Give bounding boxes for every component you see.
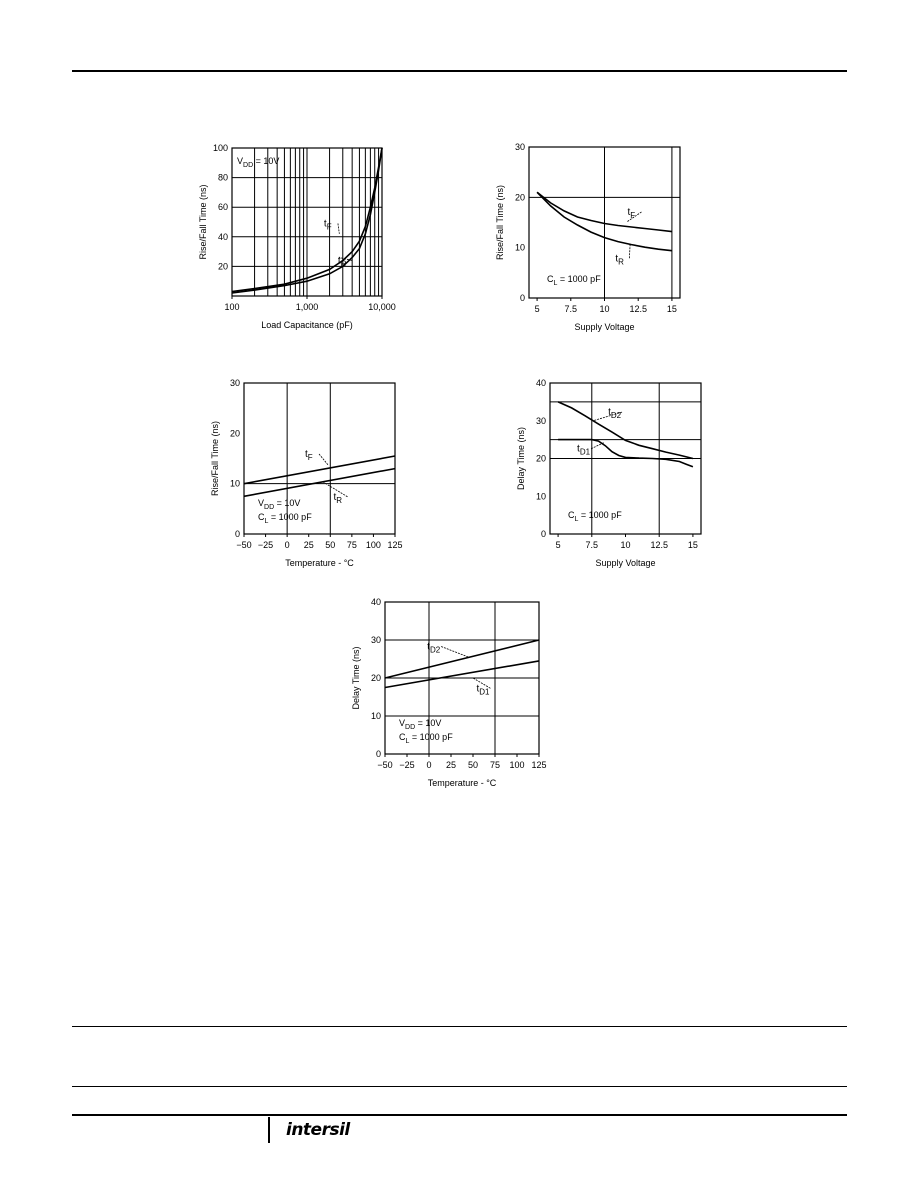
- condition-annotation: $C_L = 1000$ pF: [547, 274, 601, 287]
- series-line-tf: [244, 456, 395, 484]
- footer-rule-bottom: [72, 1114, 847, 1116]
- series-label-tr: $t_R$: [333, 491, 343, 505]
- condition-annotation: $C_L = 1000$ pF: [258, 512, 312, 525]
- y-tick-label: 20: [217, 261, 228, 272]
- x-tick-label: 12.5: [629, 304, 647, 314]
- condition-annotation: $V_{DD} = 10V$: [237, 156, 280, 169]
- x-tick-label: 25: [445, 760, 457, 770]
- x-axis-label: Temperature - °C: [427, 778, 497, 788]
- condition-annotation: $C_L = 1000$ pF: [568, 510, 622, 523]
- x-tick-label: 15: [666, 304, 677, 314]
- series-line-td2: [385, 640, 539, 678]
- series-pointer-td1: [591, 443, 604, 449]
- x-tick-label: 12.5: [650, 540, 668, 550]
- y-tick-label: 40: [217, 231, 228, 242]
- x-tick-label: 25: [303, 540, 314, 550]
- chart-delay-vs-supply-voltage: [510, 375, 740, 575]
- series-label-td2: $t_{D2}$: [427, 641, 441, 655]
- x-tick-label: 100: [224, 302, 240, 312]
- x-axis-label: Supply Voltage: [595, 558, 656, 568]
- x-tick-label: −50: [236, 540, 252, 550]
- series-pointer-tr: [629, 244, 630, 258]
- footer-rule-top: [72, 1026, 847, 1027]
- y-tick-label: 20: [535, 453, 546, 464]
- series-label-tf: $t_F$: [627, 206, 636, 220]
- x-tick-label: 0: [284, 540, 290, 550]
- y-axis-label: Delay Time (ns): [516, 426, 526, 491]
- x-tick-label: 0: [426, 760, 432, 770]
- x-axis-label: Temperature - °C: [285, 558, 354, 568]
- series-label-tf: $t_F$: [323, 218, 332, 232]
- x-tick-label: 15: [687, 540, 698, 550]
- x-tick-label: −50: [377, 760, 393, 770]
- x-axis-label: Load Capacitance (pF): [261, 320, 353, 330]
- series-label-tr: $t_R$: [615, 253, 624, 267]
- y-tick-label: 20: [370, 673, 381, 683]
- series-line-tr: [244, 469, 395, 497]
- footer-rule-middle: [72, 1086, 847, 1087]
- y-tick-label: 20: [514, 192, 525, 203]
- y-tick-label: 0: [234, 529, 240, 539]
- condition-annotation: $V_{DD} = 10V$: [399, 718, 442, 731]
- x-tick-label: 75: [489, 760, 501, 770]
- x-axis-label: Supply Voltage: [574, 322, 635, 332]
- x-tick-label: −25: [399, 760, 415, 770]
- series-label-td1: $t_{D1}$: [577, 443, 591, 457]
- y-tick-label: 30: [535, 415, 546, 426]
- y-tick-label: 0: [519, 293, 525, 303]
- series-label-tr: $t_R$: [337, 255, 347, 269]
- x-tick-label: 5: [555, 540, 561, 550]
- footer-divider: [268, 1117, 270, 1143]
- x-tick-label: 100: [509, 760, 525, 770]
- x-tick-label: 7.5: [585, 540, 599, 550]
- series-label-td2: $t_{D2}$: [608, 407, 622, 421]
- y-tick-label: 30: [229, 378, 240, 388]
- chart-rise-fall-vs-load-capacitance: [190, 140, 420, 340]
- y-axis-label: Rise/Fall Time (ns): [210, 420, 220, 497]
- x-tick-label: 10: [620, 540, 631, 550]
- series-line-td1: [385, 661, 539, 688]
- x-tick-label: 50: [467, 760, 479, 770]
- x-tick-label: 1,000: [295, 302, 319, 312]
- y-tick-label: 0: [540, 529, 546, 539]
- y-tick-label: 40: [535, 378, 546, 388]
- x-tick-label: 125: [387, 540, 403, 550]
- y-tick-label: 80: [217, 172, 228, 183]
- y-tick-label: 30: [514, 142, 525, 152]
- condition-annotation: $C_L = 1000$ pF: [399, 732, 453, 745]
- y-tick-label: 10: [370, 711, 381, 721]
- y-tick-label: 10: [514, 242, 525, 253]
- x-tick-label: 50: [325, 540, 336, 550]
- x-tick-label: 100: [365, 540, 381, 550]
- y-axis-label: Delay Time (ns): [351, 646, 361, 710]
- x-tick-label: 10: [599, 304, 610, 314]
- y-tick-label: 10: [535, 491, 546, 502]
- chart-delay-vs-temperature: [345, 595, 575, 795]
- series-label-tf: $t_F$: [305, 448, 313, 462]
- y-axis-label: Rise/Fall Time (ns): [495, 184, 505, 261]
- x-tick-label: 5: [534, 304, 540, 314]
- y-axis-label: Rise/Fall Time (ns): [198, 184, 208, 260]
- y-tick-label: 20: [229, 428, 240, 439]
- y-tick-label: 100: [212, 143, 228, 153]
- y-tick-label: 30: [370, 635, 381, 645]
- chart-rise-fall-vs-supply-voltage: [490, 140, 720, 340]
- series-pointer-td2: [441, 647, 468, 658]
- x-tick-label: 7.5: [564, 304, 578, 314]
- chart-rise-fall-vs-temperature: [200, 375, 430, 575]
- y-tick-label: 40: [370, 597, 381, 607]
- y-tick-label: 0: [375, 749, 381, 759]
- plot-frame: [244, 383, 395, 534]
- x-tick-label: 125: [531, 760, 547, 770]
- x-tick-label: 10,000: [368, 302, 396, 312]
- x-tick-label: −25: [257, 540, 274, 550]
- header-rule: [72, 70, 847, 72]
- series-pointer-tf: [319, 454, 329, 466]
- condition-annotation: $V_{DD} = 10V$: [258, 498, 301, 511]
- y-tick-label: 60: [217, 202, 228, 213]
- intersil-logo: intersil: [286, 1120, 350, 1140]
- x-tick-label: 75: [346, 540, 357, 550]
- series-pointer-tf: [338, 223, 339, 233]
- series-label-td1: $t_{D1}$: [476, 683, 490, 697]
- y-tick-label: 10: [229, 478, 240, 489]
